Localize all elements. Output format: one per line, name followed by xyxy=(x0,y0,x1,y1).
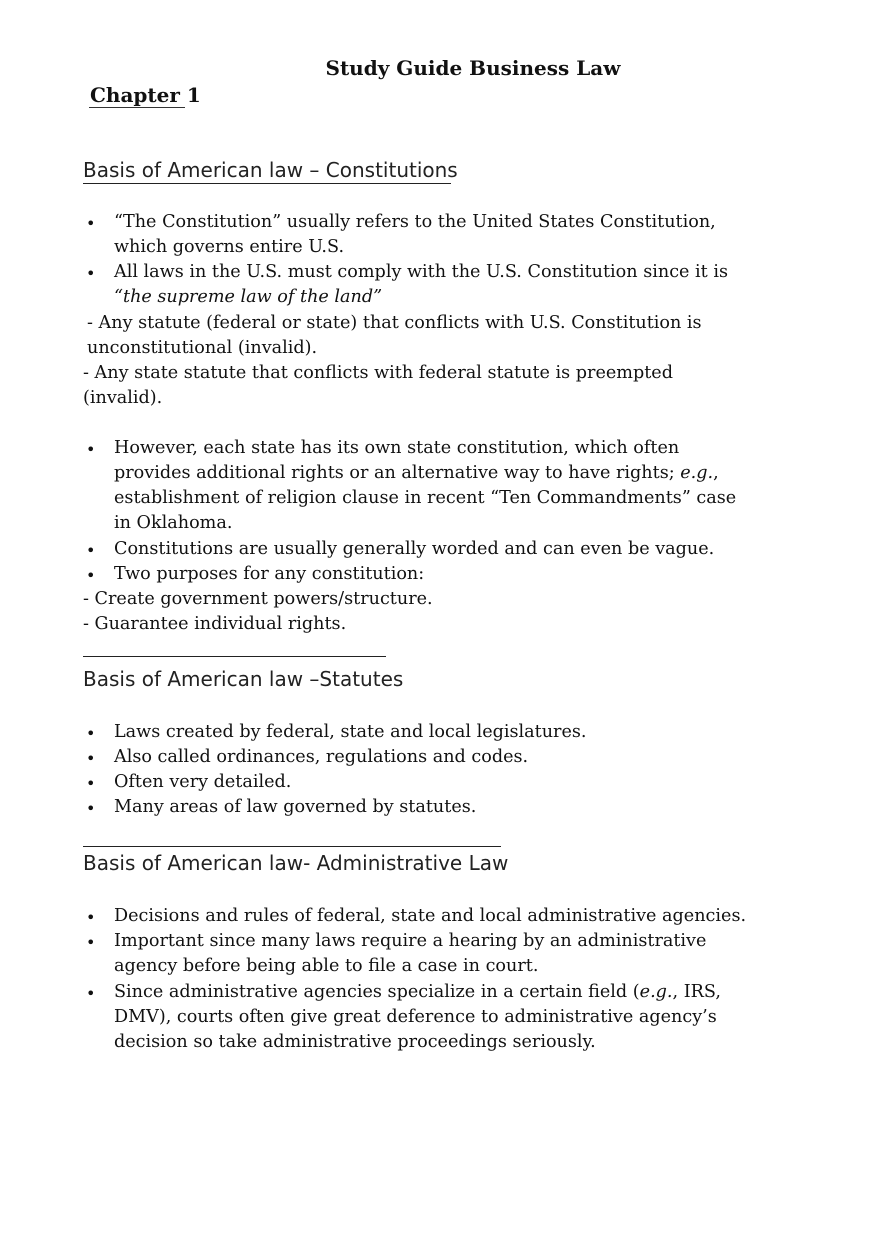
text-run: , xyxy=(713,463,719,483)
section-divider xyxy=(83,656,386,657)
page-title: Study Guide Business Law xyxy=(325,56,621,80)
text-run: provides additional rights or an alternative way to have rights; xyxy=(114,463,681,483)
list-item xyxy=(114,980,721,1005)
bullet-glyph: • xyxy=(86,908,96,927)
bullet-glyph: • xyxy=(86,214,96,233)
chapter-label: Chapter 1 xyxy=(90,83,201,107)
text-run: , IRS, xyxy=(672,982,721,1002)
dash-item: - Any state statute that conflicts with federal statute is preempted xyxy=(83,363,673,383)
list-item: Also called ordinances, regulations and codes. xyxy=(114,747,529,767)
dash-item: unconstitutional (invalid). xyxy=(87,338,318,358)
list-item: establishment of religion clause in recent “Ten Commandments” case xyxy=(114,488,737,508)
bullet-glyph: • xyxy=(86,984,96,1003)
bullet-glyph: • xyxy=(86,566,96,585)
bullet-glyph: • xyxy=(86,799,96,818)
list-item: Constitutions are usually generally worded and can even be vague. xyxy=(114,539,715,559)
emphasis-text: e.g. xyxy=(680,463,714,483)
list-item: Laws created by federal, state and local legislatures. xyxy=(114,722,587,742)
dash-item: (invalid). xyxy=(83,388,163,408)
list-item: in Oklahoma. xyxy=(114,513,233,533)
list-item: Often very detailed. xyxy=(114,772,292,792)
section-heading-statutes: Basis of American law –Statutes xyxy=(83,667,404,691)
section-heading-administrative: Basis of American law- Administrative Law xyxy=(83,851,509,875)
list-item: All laws in the U.S. must comply with the U.S. Constitution since it is xyxy=(114,262,728,282)
emphasis-text: e.g. xyxy=(639,982,673,1002)
bullet-glyph: • xyxy=(86,440,96,459)
list-item: DMV), courts often give great deference to administrative agency’s xyxy=(114,1007,717,1027)
list-item: Many areas of law governed by statutes. xyxy=(114,797,477,817)
bullet-glyph: • xyxy=(86,541,96,560)
dash-item: - Create government powers/structure. xyxy=(83,589,433,609)
bullet-glyph: • xyxy=(86,774,96,793)
heading-underline xyxy=(83,183,451,184)
dash-item: - Any statute (federal or state) that conflicts with U.S. Constitution is xyxy=(87,313,702,333)
dash-item: - Guarantee individual rights. xyxy=(83,614,347,634)
section-divider xyxy=(83,846,501,847)
list-item: Decisions and rules of federal, state and local administrative agencies. xyxy=(114,906,747,926)
bullet-glyph: • xyxy=(86,933,96,952)
bullet-glyph: • xyxy=(86,724,96,743)
text-run: Since administrative agencies specialize in a certain field ( xyxy=(114,982,640,1002)
list-item: “The Constitution” usually refers to the United States Constitution, xyxy=(114,212,716,232)
chapter-underline xyxy=(89,107,185,108)
list-item xyxy=(114,285,382,310)
list-item: However, each state has its own state constitution, which often xyxy=(114,438,680,458)
section-heading-constitutions: Basis of American law – Constitutions xyxy=(83,158,458,182)
list-item: Important since many laws require a hearing by an administrative xyxy=(114,931,707,951)
emphasis-text: “the supreme law of the land” xyxy=(114,287,383,307)
list-item: agency before being able to file a case in court. xyxy=(114,956,539,976)
bullet-glyph: • xyxy=(86,749,96,768)
list-item: Two purposes for any constitution: xyxy=(114,564,425,584)
bullet-glyph: • xyxy=(86,264,96,283)
list-item: which governs entire U.S. xyxy=(114,237,345,257)
list-item xyxy=(114,461,719,486)
list-item: decision so take administrative proceedings seriously. xyxy=(114,1032,596,1052)
